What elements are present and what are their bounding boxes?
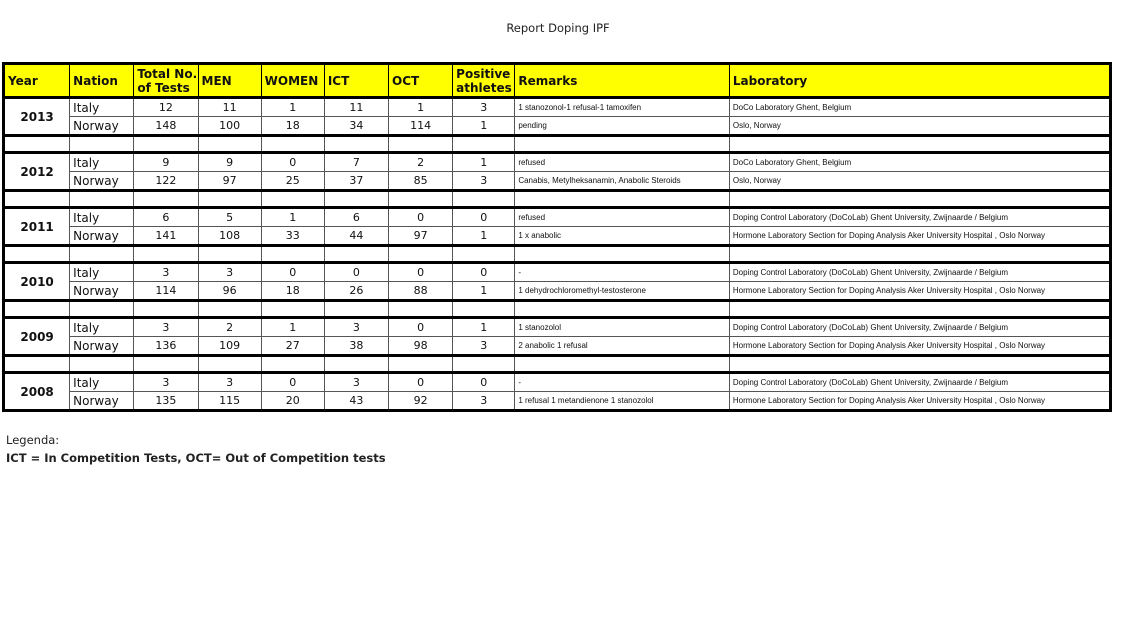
oct-cell: 114 [389,117,453,136]
remarks-cell: - [515,263,730,282]
empty-cell [70,136,134,153]
empty-cell [134,301,198,318]
empty-cell [134,246,198,263]
nation-cell: Norway [70,117,134,136]
empty-cell [4,136,70,153]
women-cell: 27 [261,337,324,356]
spacer-row [4,136,1111,153]
positive-athletes-cell: 3 [453,172,515,191]
ict-cell: 0 [324,263,388,282]
positive-athletes-cell: 1 [453,117,515,136]
empty-cell [261,136,324,153]
spacer-row [4,246,1111,263]
men-cell: 115 [198,392,261,411]
header-ict: ICT [324,64,388,98]
header-positive-line2: athletes [456,80,512,95]
empty-cell [324,191,388,208]
table-row [4,153,1111,172]
empty-cell [198,246,261,263]
year-cell: 2011 [4,208,70,246]
empty-cell [453,246,515,263]
total-tests-cell: 12 [134,98,198,117]
empty-cell [389,136,453,153]
nation-cell: Italy [70,263,134,282]
empty-cell [134,136,198,153]
year-cell: 2008 [4,373,70,411]
laboratory-cell: Hormone Laboratory Section for Doping Analysis Aker University Hospital , Oslo Norway [729,227,1110,246]
table-row [4,227,1111,246]
nation-cell: Norway [70,282,134,301]
oct-cell: 0 [389,373,453,392]
ict-cell: 11 [324,98,388,117]
empty-cell [70,301,134,318]
table-row [4,373,1111,392]
laboratory-cell: Doping Control Laboratory (DoCoLab) Ghent University, Zwijnaarde / Belgium [729,208,1110,227]
ict-cell: 6 [324,208,388,227]
ict-cell: 34 [324,117,388,136]
empty-cell [4,246,70,263]
laboratory-cell: Doping Control Laboratory (DoCoLab) Ghent University, Zwijnaarde / Belgium [729,318,1110,337]
table-row [4,318,1111,337]
total-tests-cell: 122 [134,172,198,191]
empty-cell [453,356,515,373]
empty-cell [261,246,324,263]
remarks-cell: refused [515,153,730,172]
oct-cell: 0 [389,263,453,282]
empty-cell [729,136,1110,153]
table-row [4,263,1111,282]
empty-cell [389,301,453,318]
empty-cell [198,191,261,208]
oct-cell: 85 [389,172,453,191]
ict-cell: 37 [324,172,388,191]
total-tests-cell: 114 [134,282,198,301]
header-oct: OCT [389,64,453,98]
empty-cell [4,301,70,318]
spacer-row [4,301,1111,318]
empty-cell [70,246,134,263]
positive-athletes-cell: 1 [453,282,515,301]
header-row [4,64,1111,98]
remarks-cell: refused [515,208,730,227]
empty-cell [261,301,324,318]
nation-cell: Norway [70,172,134,191]
legend-label: Legenda: [6,433,60,447]
table-row [4,117,1111,136]
men-cell: 3 [198,263,261,282]
laboratory-cell: DoCo Laboratory Ghent, Belgium [729,153,1110,172]
remarks-cell: - [515,373,730,392]
nation-cell: Italy [70,318,134,337]
empty-cell [389,246,453,263]
nation-cell: Italy [70,208,134,227]
oct-cell: 1 [389,98,453,117]
table-row [4,337,1111,356]
laboratory-cell: Hormone Laboratory Section for Doping Analysis Aker University Hospital , Oslo Norway [729,282,1110,301]
empty-cell [4,191,70,208]
total-tests-cell: 3 [134,263,198,282]
women-cell: 18 [261,282,324,301]
spacer-row [4,356,1111,373]
women-cell: 33 [261,227,324,246]
men-cell: 97 [198,172,261,191]
remarks-cell: Canabis, Metylheksanamin, Anabolic Steroids [515,172,730,191]
empty-cell [70,356,134,373]
table-row [4,208,1111,227]
nation-cell: Norway [70,337,134,356]
header-year: Year [4,64,70,98]
empty-cell [324,301,388,318]
nation-cell: Norway [70,227,134,246]
ict-cell: 38 [324,337,388,356]
header-positive-line1: Positive [456,66,511,81]
header-positive-athletes [453,64,515,98]
nation-cell: Italy [70,153,134,172]
nation-cell: Italy [70,98,134,117]
total-tests-cell: 148 [134,117,198,136]
empty-cell [70,191,134,208]
positive-athletes-cell: 1 [453,153,515,172]
laboratory-cell: Doping Control Laboratory (DoCoLab) Ghent University, Zwijnaarde / Belgium [729,373,1110,392]
empty-cell [729,191,1110,208]
table-row [4,172,1111,191]
empty-cell [515,136,730,153]
remarks-cell: 1 stanozolol [515,318,730,337]
empty-cell [389,356,453,373]
total-tests-cell: 3 [134,318,198,337]
remarks-cell: 1 dehydrochloromethyl-testosterone [515,282,730,301]
table-body [4,98,1111,411]
men-cell: 11 [198,98,261,117]
positive-athletes-cell: 0 [453,373,515,392]
total-tests-cell: 135 [134,392,198,411]
positive-athletes-cell: 3 [453,392,515,411]
ict-cell: 3 [324,373,388,392]
empty-cell [515,356,730,373]
remarks-cell: 1 x anabolic [515,227,730,246]
oct-cell: 92 [389,392,453,411]
women-cell: 1 [261,98,324,117]
empty-cell [324,356,388,373]
empty-cell [134,191,198,208]
women-cell: 0 [261,263,324,282]
remarks-cell: 2 anabolic 1 refusal [515,337,730,356]
women-cell: 25 [261,172,324,191]
empty-cell [515,301,730,318]
empty-cell [134,356,198,373]
oct-cell: 88 [389,282,453,301]
ict-cell: 3 [324,318,388,337]
positive-athletes-cell: 3 [453,337,515,356]
header-nation: Nation [70,64,134,98]
oct-cell: 98 [389,337,453,356]
positive-athletes-cell: 0 [453,263,515,282]
men-cell: 9 [198,153,261,172]
men-cell: 5 [198,208,261,227]
header-men: MEN [198,64,261,98]
positive-athletes-cell: 0 [453,208,515,227]
women-cell: 0 [261,373,324,392]
men-cell: 109 [198,337,261,356]
nation-cell: Norway [70,392,134,411]
empty-cell [729,246,1110,263]
oct-cell: 2 [389,153,453,172]
header-total-line1: Total No. [137,66,198,81]
ict-cell: 7 [324,153,388,172]
table-row [4,392,1111,411]
positive-athletes-cell: 3 [453,98,515,117]
men-cell: 108 [198,227,261,246]
empty-cell [198,356,261,373]
total-tests-cell: 3 [134,373,198,392]
laboratory-cell: Oslo, Norway [729,117,1110,136]
women-cell: 20 [261,392,324,411]
women-cell: 1 [261,318,324,337]
empty-cell [729,301,1110,318]
empty-cell [324,136,388,153]
women-cell: 1 [261,208,324,227]
total-tests-cell: 6 [134,208,198,227]
nation-cell: Italy [70,373,134,392]
laboratory-cell: DoCo Laboratory Ghent, Belgium [729,98,1110,117]
header-remarks: Remarks [515,64,730,98]
total-tests-cell: 136 [134,337,198,356]
oct-cell: 0 [389,318,453,337]
oct-cell: 0 [389,208,453,227]
oct-cell: 97 [389,227,453,246]
empty-cell [198,301,261,318]
men-cell: 3 [198,373,261,392]
empty-cell [4,356,70,373]
year-cell: 2009 [4,318,70,356]
empty-cell [453,136,515,153]
empty-cell [389,191,453,208]
empty-cell [453,191,515,208]
remarks-cell: pending [515,117,730,136]
empty-cell [324,246,388,263]
report-title: Report Doping IPF [506,21,610,35]
year-cell: 2012 [4,153,70,191]
men-cell: 2 [198,318,261,337]
remarks-cell: 1 refusal 1 metandienone 1 stanozolol [515,392,730,411]
women-cell: 18 [261,117,324,136]
empty-cell [515,246,730,263]
ict-cell: 26 [324,282,388,301]
empty-cell [515,191,730,208]
spacer-row [4,191,1111,208]
empty-cell [261,356,324,373]
empty-cell [453,301,515,318]
ict-cell: 43 [324,392,388,411]
header-total-tests [134,64,198,98]
year-cell: 2010 [4,263,70,301]
positive-athletes-cell: 1 [453,318,515,337]
empty-cell [261,191,324,208]
remarks-cell: 1 stanozonol-1 refusal-1 tamoxifen [515,98,730,117]
total-tests-cell: 141 [134,227,198,246]
men-cell: 96 [198,282,261,301]
legend-text: ICT = In Competition Tests, OCT= Out of Competition tests [6,451,386,465]
laboratory-cell: Oslo, Norway [729,172,1110,191]
laboratory-cell: Hormone Laboratory Section for Doping Analysis Aker University Hospital , Oslo Norway [729,392,1110,411]
positive-athletes-cell: 1 [453,227,515,246]
laboratory-cell: Doping Control Laboratory (DoCoLab) Ghent University, Zwijnaarde / Belgium [729,263,1110,282]
header-laboratory: Laboratory [729,64,1110,98]
table-row [4,98,1111,117]
empty-cell [198,136,261,153]
header-women: WOMEN [261,64,324,98]
laboratory-cell: Hormone Laboratory Section for Doping Analysis Aker University Hospital , Oslo Norway [729,337,1110,356]
table-row [4,282,1111,301]
header-total-line2: of Tests [137,80,190,95]
total-tests-cell: 9 [134,153,198,172]
doping-report-table [2,62,1112,412]
ict-cell: 44 [324,227,388,246]
men-cell: 100 [198,117,261,136]
year-cell: 2013 [4,98,70,136]
women-cell: 0 [261,153,324,172]
empty-cell [729,356,1110,373]
